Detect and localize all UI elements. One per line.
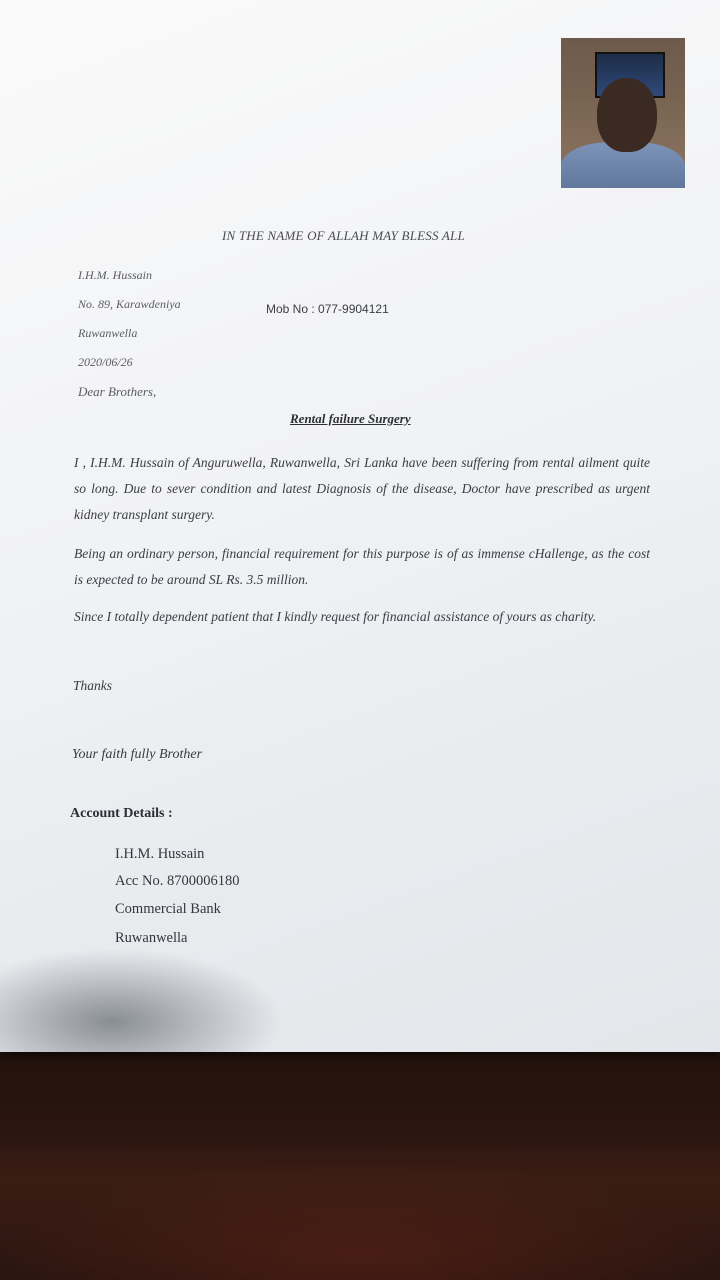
address-line-2: Ruwanwella bbox=[78, 326, 138, 340]
account-name: I.H.M. Hussain bbox=[115, 846, 205, 862]
sender-name: I.H.M. Hussain bbox=[78, 268, 152, 282]
sender-photo bbox=[561, 38, 685, 188]
letter-heading: IN THE NAME OF ALLAH MAY BLESS ALL bbox=[222, 228, 465, 243]
account-bank: Commercial Bank bbox=[115, 901, 221, 917]
paragraph-2: Being an ordinary person, financial requirement for this purpose is of as immense cHallenge, as the cost is expected to be around SL Rs. 3.5 million. bbox=[74, 546, 650, 587]
address-line-1: No. 89, Karawdeniya bbox=[78, 297, 181, 311]
account-branch: Ruwanwella bbox=[115, 930, 188, 946]
hand-shadow bbox=[0, 950, 280, 1052]
photo-person-head bbox=[597, 78, 657, 152]
paragraph-1: I , I.H.M. Hussain of Anguruwella, Ruwanwella, Sri Lanka have been suffering from rental ailment quite so long. Due to sever condition and latest Diagnosis of the disease, Doctor have prescribed as urgent kidney transplant surgery. bbox=[74, 455, 650, 522]
paragraph-3: Since I totally dependent patient that I kindly request for financial assistance of yours as charity. bbox=[74, 609, 597, 624]
account-number: Acc No. 8700006180 bbox=[115, 873, 240, 889]
salutation: Dear Brothers, bbox=[78, 384, 157, 399]
letter-subject: Rental failure Surgery bbox=[290, 411, 411, 426]
account-details-title: Account Details : bbox=[70, 806, 173, 821]
mobile-number: Mob No : 077-9904121 bbox=[266, 302, 389, 316]
letter-date: 2020/06/26 bbox=[78, 355, 133, 369]
signoff: Your faith fully Brother bbox=[72, 747, 203, 762]
closing-thanks: Thanks bbox=[73, 678, 113, 693]
